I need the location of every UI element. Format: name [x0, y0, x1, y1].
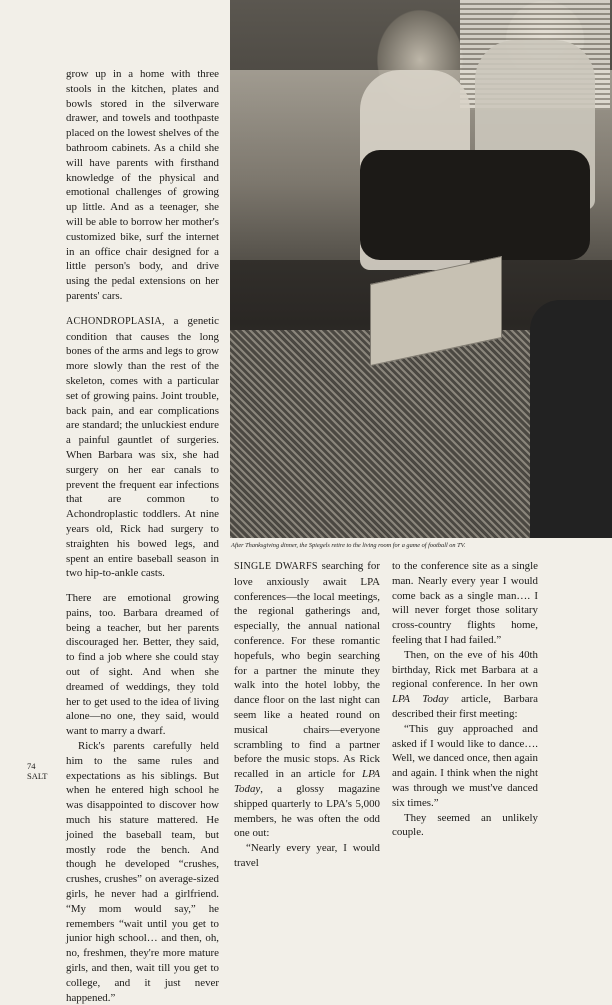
article-column-1: [66, 67, 219, 1005]
page-folio: [27, 761, 47, 781]
paragraph: to the conference site as a single man. Nearly every year I would come back as a single man…. I will never forget those solitary cross-country flights home, feeling that I had failed.”: [392, 560, 538, 646]
section-lead-in: ACHONDROPLASIA: [66, 315, 162, 327]
page-number: 74: [27, 761, 36, 771]
article-column-2: [234, 559, 380, 871]
living-room-photo: [230, 0, 612, 538]
paragraph: ACHONDROPLASIA, a genetic condition that causes the long bones of the arms and legs to grow more slowly than the rest of the skeleton, comes with a particular set of growing pains. Joint trouble, back pain, and ear complications are standard; the unluckiest endure a painful gauntlet of surgeries. When Barbara was six, she had surgery on her ear canals to prevent the frequent ear infections that are common to Achondroplastic toddlers. At nine years old, Rick had surgery to straighten his bowed legs, and spent an entire baseball season in two hip-to-ankle casts.: [66, 314, 219, 580]
paragraph: Rick's parents carefully held him to the same rules and expectations as his siblings. But when he entered high school he was disappointed to discover how much his stature mattered. He joined the baseball team, but mostly rode the bench. And though he developed “crushes, crushes, crushes” on average-sized girls, he never had a girlfriend. “My mom would say,” he remembers “wait until you get to junior high school… and then, oh, no, freshmen, they're more mature girls, and then, wait till you get to college, and it just never happened.”: [66, 740, 219, 1004]
paragraph: “Nearly every year, I would travel: [234, 842, 380, 869]
publication-title: LPA Today: [234, 768, 380, 795]
article-column-3: [392, 559, 538, 840]
photo-caption: After Thanksgiving dinner, the Spiegels retire to the living room for a game of football on TV.: [231, 542, 466, 549]
paragraph: They seemed an unlikely couple.: [392, 811, 538, 839]
paragraph: There are emotional growing pains, too. Barbara dreamed of being a teacher, but her parents discouraged her. Better, they said, to find a job where she could stay out of sight. And when she dreamed of weddings, they told her to get used to the idea of living alone—no one, they said, would want to marry a dwarf.: [66, 592, 219, 738]
section-lead-in: SINGLE DWARFS: [234, 561, 318, 572]
paragraph: “This guy approached and asked if I would like to dance…. Well, we danced once, then again and again. I think when the night was through we must've danced six times.”: [392, 722, 538, 809]
publication-title: LPA Today: [392, 693, 449, 706]
paragraph: Then, on the eve of his 40th birthday, Rick met Barbara at a regional conference. In her own LPA Today article, Barbara described their first meeting:: [392, 648, 538, 720]
magazine-name: SALT: [27, 771, 48, 781]
paragraph: grow up in a home with three stools in the kitchen, plates and bowls stored in the silverware drawer, and towels and toothpaste placed on the lowest shelves of the bathroom cabinets. As a child she will have parents with firsthand knowledge of the physical and emotional challenges of growing up little. And as a teenager, she will be able to borrow her mother's customized bike, surf the internet in an office chair designed for a little person's body, and drive using the pedal extensions on her parents' cars.: [66, 68, 219, 302]
paragraph: SINGLE DWARFS searching for love anxiously await LPA conferences—the local meetings, the regional gatherings and, especially, the annual national conference. For these romantic hopefuls, who begin searching for a partner the minute they walk into the hotel lobby, the dance floor on the last night can seem like a heated round on musical chairs—everyone scrambling to find a partner before the music stops. As Rick recalled in an article for LPA Today, a glossy magazine shipped quarterly to LPA's 5,000 members, he was often the odd one out:: [234, 560, 380, 840]
